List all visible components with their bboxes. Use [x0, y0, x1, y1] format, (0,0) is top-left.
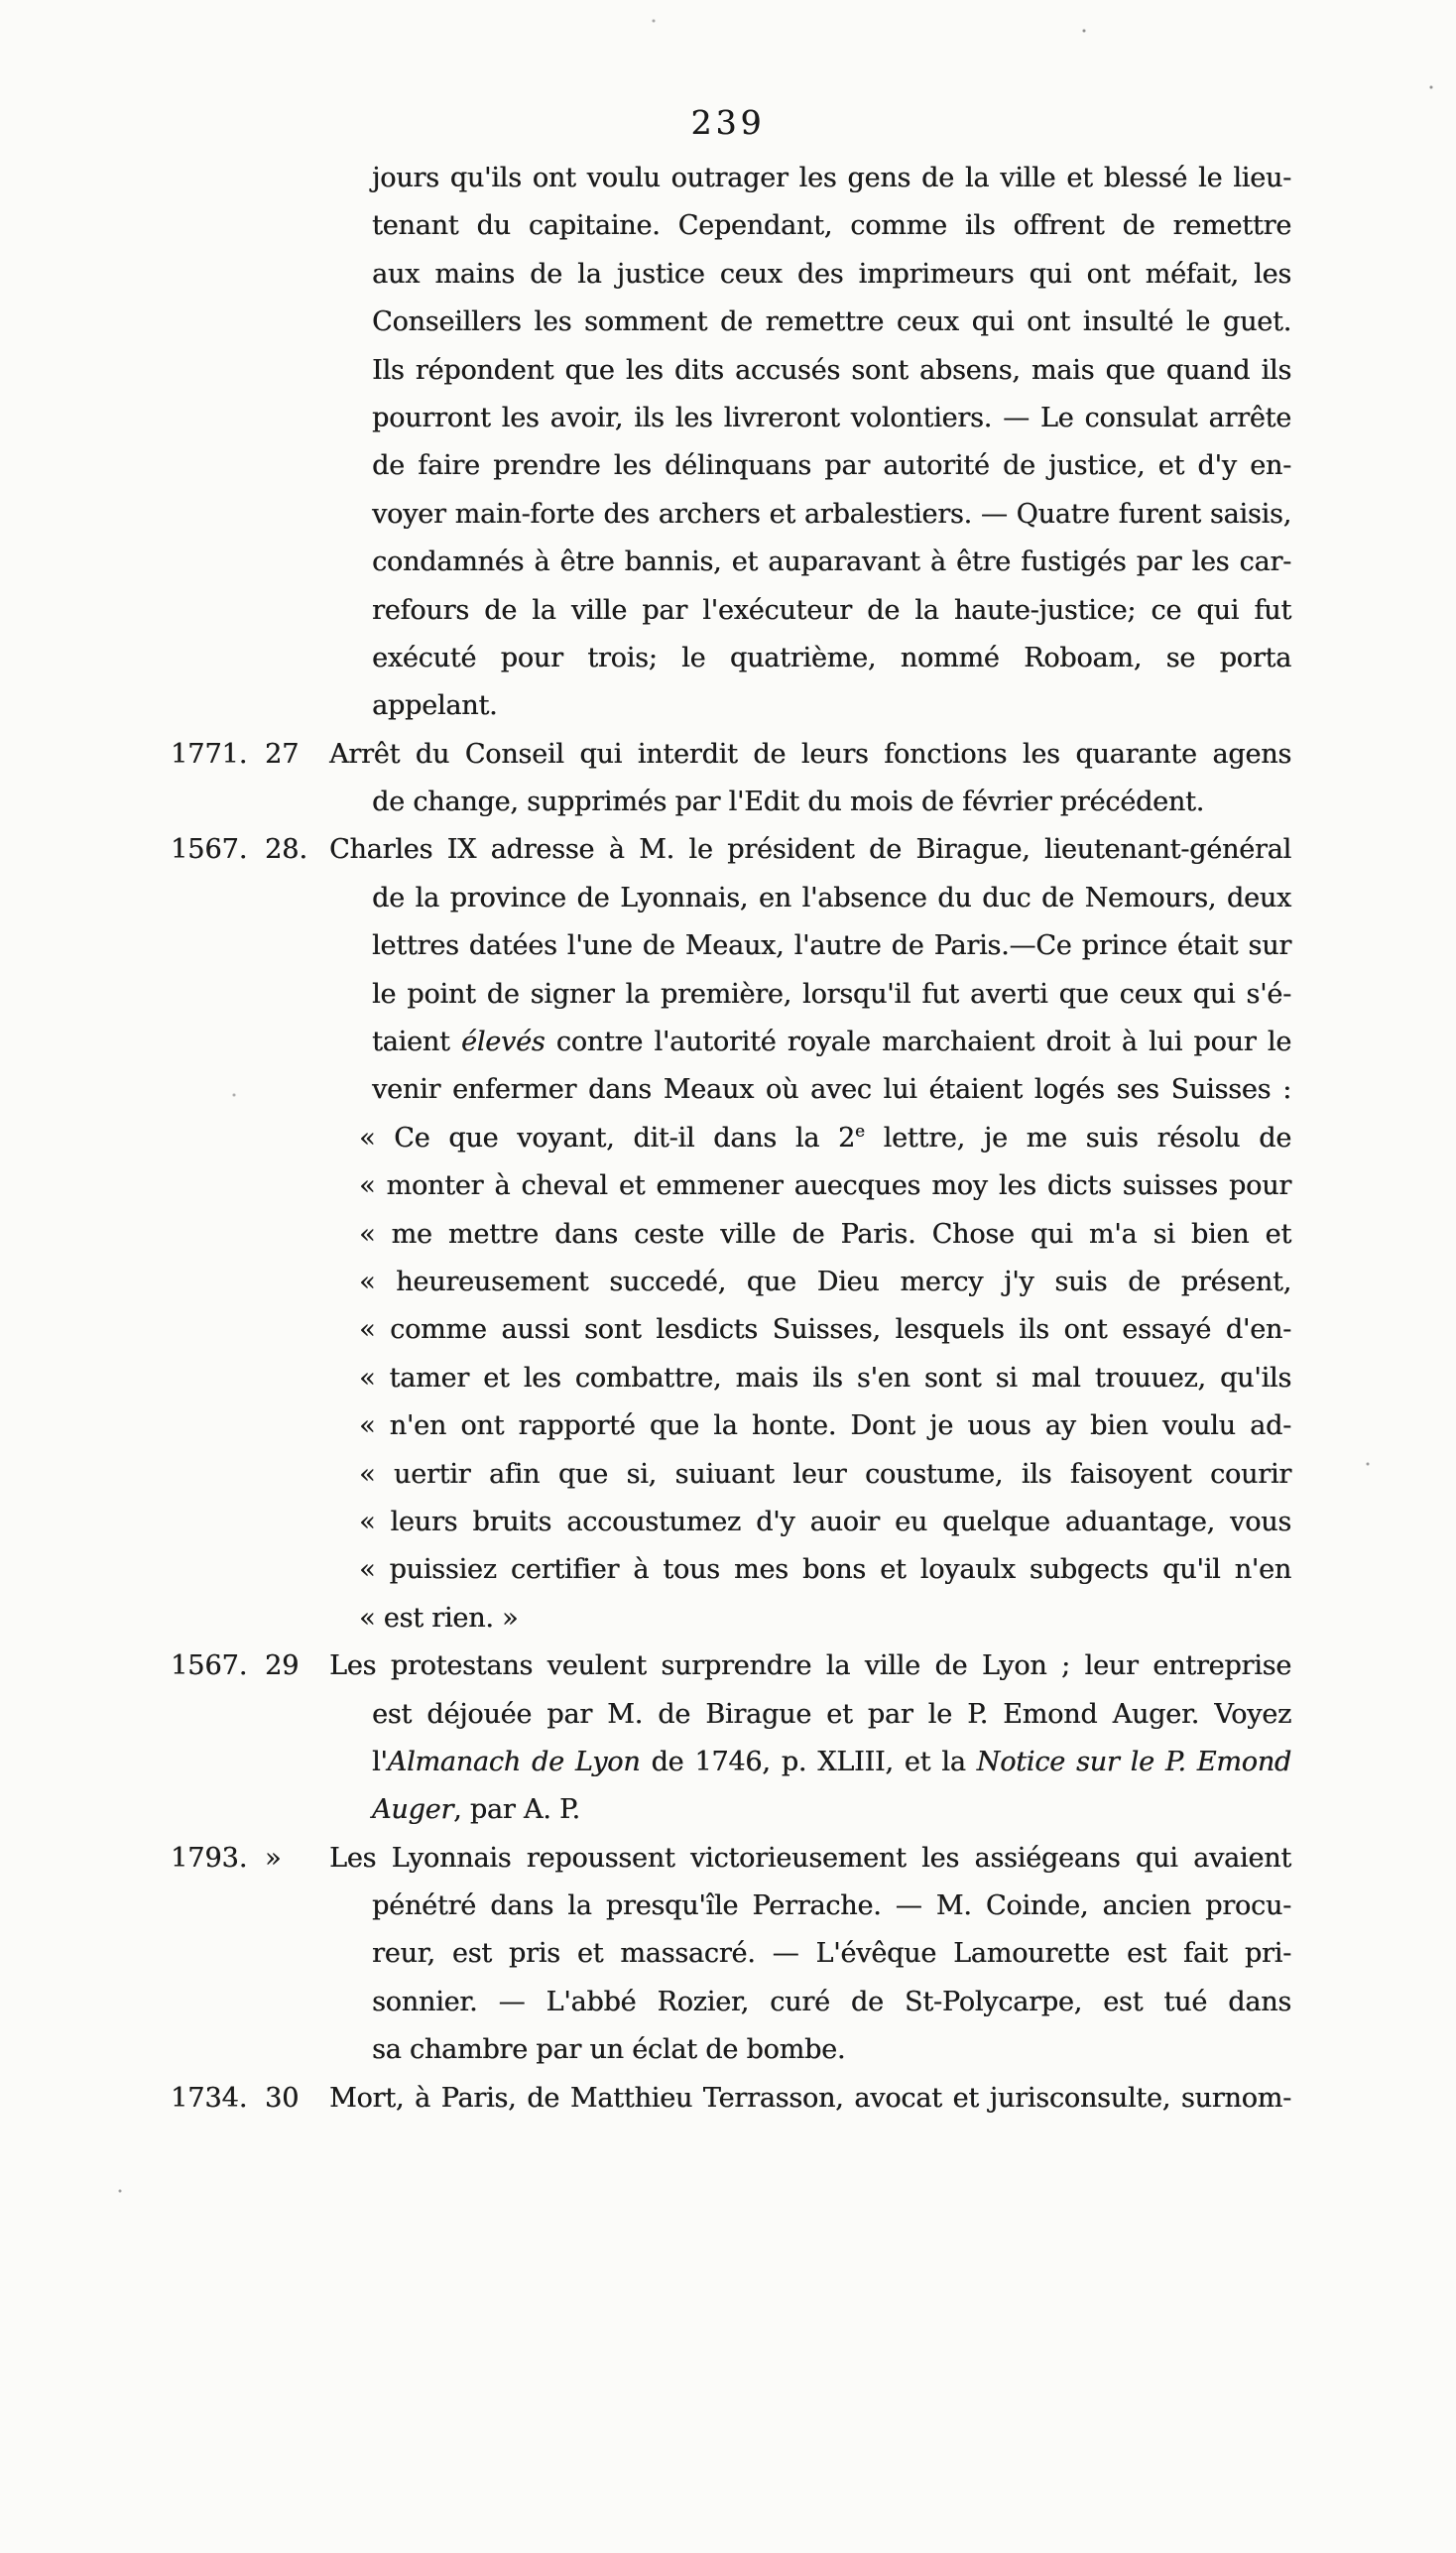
line-text: refours de la ville par l'exécuteur de la haute-justice; ce qui fut [372, 594, 1291, 626]
text-line [0, 1642, 1456, 1690]
text-line [0, 251, 1456, 299]
line-text: Les Lyonnais repoussent victorieusement les assiégeans qui avaient [329, 1842, 1291, 1874]
line-text: sonnier. — L'abbé Rozier, curé de St-Polycarpe, est tué dans [372, 1986, 1291, 2017]
entry-year: 1734. [171, 2082, 248, 2114]
line-text: appelant. [372, 690, 498, 722]
text-line [0, 731, 1456, 779]
line-text: « tamer et les combattre, mais ils s'en sont si mal trouuez, qu'ils [359, 1362, 1291, 1394]
text-line [0, 587, 1456, 635]
text-line [0, 1066, 1456, 1114]
text-line [0, 2026, 1456, 2074]
text-line [0, 1979, 1456, 2026]
line-text: « monter à cheval et emmener auecques moy les dicts suisses pour [359, 1170, 1291, 1202]
entry-day: » [265, 1842, 282, 1874]
text-line [0, 682, 1456, 730]
line-text: de la province de Lyonnais, en l'absence du duc de Nemours, deux [372, 882, 1291, 913]
line-text: « leurs bruits accoustumez d'y auoir eu quelque aduantage, vous [359, 1506, 1291, 1537]
text-line [0, 922, 1456, 970]
italic-text: élevés [460, 1027, 546, 1058]
line-text: « me mettre dans ceste ville de Paris. Chose qui m'a si bien et [359, 1218, 1291, 1250]
italic-text: Notice sur le P. Emond [976, 1746, 1292, 1777]
text-block [0, 155, 1456, 2123]
line-text: « uertir afin que si, suiuant leur coustume, ils faisoyent courir [359, 1458, 1291, 1490]
text-line [0, 1883, 1456, 1930]
text-line [0, 299, 1456, 346]
line-text: pénétré dans la presqu'île Perrache. — M. Coinde, ancien procu- [372, 1890, 1291, 1922]
italic-text: Auger [372, 1794, 454, 1826]
line-text: reur, est pris et massacré. — L'évêque Lamourette est fait pri- [372, 1938, 1291, 1970]
line-text: lettres datées l'une de Meaux, l'autre de Paris.—Ce prince était sur [372, 930, 1291, 962]
italic-text: Almanach de Lyon [387, 1746, 641, 1777]
text-line [0, 1211, 1456, 1259]
line-text: l'Almanach de Lyon de 1746, p. XLIII, et la Notice sur le P. Emond [372, 1746, 1292, 1777]
text-line [0, 2075, 1456, 2123]
line-text: Conseillers les somment de remettre ceux qui ont insulté le guet. [372, 306, 1291, 338]
line-text: Ils répondent que les dits accusés sont absens, mais que quand ils [372, 354, 1291, 386]
page-number: 239 [690, 103, 766, 142]
line-text: aux mains de la justice ceux des imprimeurs qui ont méfait, les [372, 258, 1291, 290]
line-text: taient élevés contre l'autorité royale marchaient droit à lui pour le [372, 1027, 1291, 1058]
text-line [0, 442, 1456, 490]
text-line [0, 1162, 1456, 1210]
text-line [0, 635, 1456, 682]
text-line [0, 1019, 1456, 1066]
line-text: condamnés à être bannis, et auparavant à être fustigés par les car- [372, 547, 1291, 578]
line-text: Auger, par A. P. [372, 1794, 580, 1826]
text-line [0, 539, 1456, 586]
text-line [0, 395, 1456, 442]
line-text: est déjouée par M. de Birague et par le P. Emond Auger. Voyez [372, 1698, 1291, 1730]
text-line [0, 347, 1456, 395]
text-line [0, 1691, 1456, 1739]
line-text: Les protestans veulent surprendre la ville de Lyon ; leur entreprise [329, 1650, 1291, 1682]
line-text: Charles IX adresse à M. le président de Birague, lieutenant-général [329, 834, 1291, 866]
line-text: de faire prendre les délinquans par autorité de justice, et d'y en- [372, 450, 1291, 482]
entry-year: 1771. [171, 738, 248, 770]
text-line [0, 1835, 1456, 1883]
text-line [0, 1355, 1456, 1402]
line-text: voyer main-forte des archers et arbalestiers. — Quatre furent saisis, [372, 498, 1291, 530]
line-text: « Ce que voyant, dit-il dans la 2e lettre, je me suis résolu de [359, 1120, 1291, 1154]
entry-day: 30 [265, 2082, 300, 2114]
text-line [0, 1259, 1456, 1306]
line-text: venir enfermer dans Meaux où avec lui étaient logés ses Suisses : [372, 1074, 1291, 1106]
text-line [0, 1595, 1456, 1642]
entry-day: 29 [265, 1650, 300, 1682]
text-line [0, 1115, 1456, 1162]
line-text: Arrêt du Conseil qui interdit de leurs fonctions les quarante agens [329, 738, 1291, 770]
line-text: de change, supprimés par l'Edit du mois de février précédent. [372, 787, 1205, 818]
text-line [0, 1739, 1456, 1786]
line-text: Mort, à Paris, de Matthieu Terrasson, avocat et jurisconsulte, surnom- [329, 2082, 1291, 2114]
entry-day: 28. [265, 834, 307, 866]
line-text: « heureusement succedé, que Dieu mercy j'y suis de présent, [359, 1266, 1291, 1297]
text-line [0, 875, 1456, 922]
line-text: le point de signer la première, lorsqu'il fut averti que ceux qui s'é- [372, 978, 1291, 1010]
line-text: sa chambre par un éclat de bombe. [372, 2034, 846, 2066]
text-line [0, 155, 1456, 202]
text-line [0, 779, 1456, 826]
line-text: pourront les avoir, ils les livreront volontiers. — Le consulat arrête [372, 402, 1291, 433]
text-line [0, 1930, 1456, 1978]
text-line [0, 202, 1456, 250]
text-line [0, 1499, 1456, 1546]
entry-year: 1567. [171, 834, 248, 866]
entry-year: 1567. [171, 1650, 248, 1682]
line-text: « comme aussi sont lesdicts Suisses, lesquels ils ont essayé d'en- [359, 1314, 1291, 1346]
text-line [0, 1402, 1456, 1450]
text-line [0, 1546, 1456, 1594]
text-line [0, 491, 1456, 539]
text-line [0, 826, 1456, 874]
superscript-text: e [855, 1120, 865, 1141]
entry-day: 27 [265, 738, 300, 770]
text-line [0, 1786, 1456, 1834]
line-text: « n'en ont rapporté que la honte. Dont je uous ay bien voulu ad- [359, 1410, 1291, 1442]
entry-year: 1793. [171, 1842, 248, 1874]
text-line [0, 1306, 1456, 1354]
line-text: exécuté pour trois; le quatrième, nommé Roboam, se porta [372, 642, 1291, 673]
text-line [0, 1451, 1456, 1499]
line-text: « est rien. » [359, 1602, 519, 1634]
line-text: tenant du capitaine. Cependant, comme ils offrent de remettre [372, 210, 1291, 242]
line-text: « puissiez certifier à tous mes bons et loyaulx subgects qu'il n'en [359, 1554, 1291, 1586]
text-line [0, 971, 1456, 1019]
line-text: jours qu'ils ont voulu outrager les gens de la ville et blessé le lieu- [372, 163, 1291, 193]
